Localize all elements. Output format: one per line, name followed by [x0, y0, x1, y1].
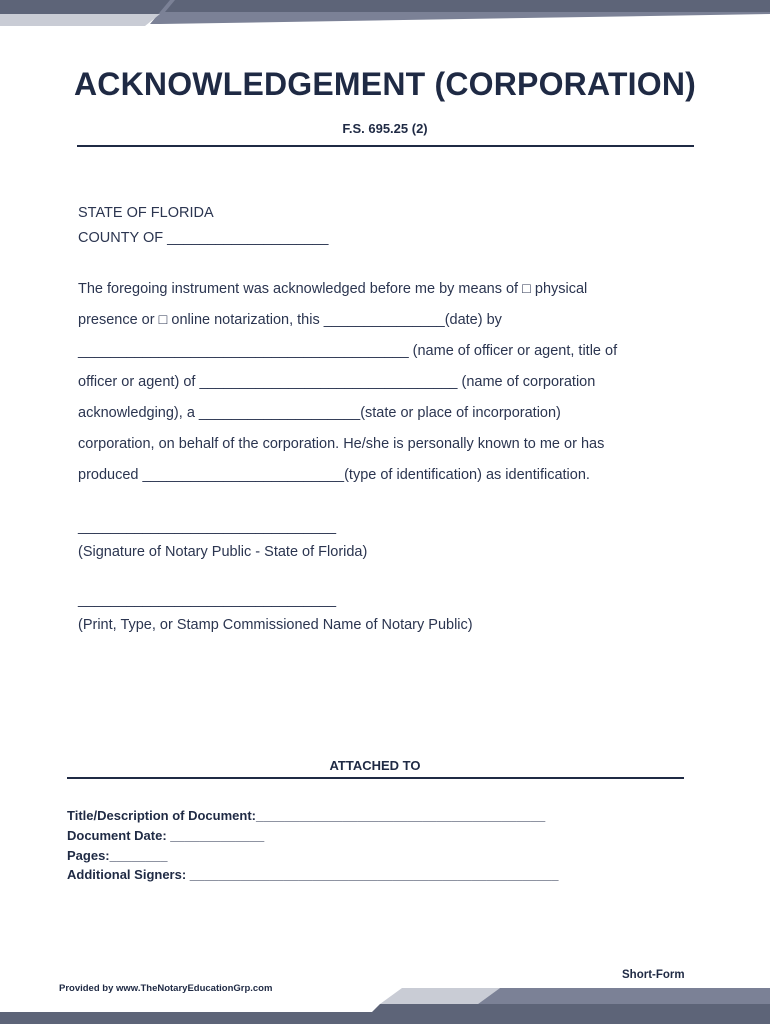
attached-divider [67, 777, 684, 779]
document-date-field: Document Date: _____________ [67, 828, 265, 843]
paragraph-line: officer or agent) of ________________________________ (name of corporation [78, 374, 596, 390]
notary-signature-line: ________________________________ [78, 519, 337, 535]
provided-by-text: Provided by www.TheNotaryEducationGrp.com [59, 983, 273, 994]
additional-signers-field: Additional Signers: ___________________________________________________ [67, 867, 559, 882]
notary-name-line: ________________________________ [78, 592, 337, 608]
paragraph-line: corporation, on behalf of the corporation. He/she is personally known to me or has [78, 436, 605, 452]
document-title-field: Title/Description of Document:________________________________________ [67, 808, 546, 823]
pages-field: Pages:________ [67, 848, 168, 863]
paragraph-line: presence or □ online notarization, this _______________(date) by [78, 312, 502, 328]
state-line: STATE OF FLORIDA [78, 205, 214, 221]
notary-signature-label: (Signature of Notary Public - State of Florida) [78, 544, 368, 560]
notary-name-label: (Print, Type, or Stamp Commissioned Name of Notary Public) [78, 617, 473, 633]
paragraph-line: The foregoing instrument was acknowledged before me by means of □ physical [78, 281, 588, 297]
header-decoration [0, 0, 770, 26]
page-title: ACKNOWLEDGEMENT (CORPORATION) [73, 66, 697, 102]
paragraph-line: _________________________________________ (name of officer or agent, title of [78, 343, 618, 359]
statute-reference: F.S. 695.25 (2) [342, 121, 428, 136]
paragraph-line: acknowledging), a ____________________(state or place of incorporation) [78, 405, 561, 421]
attached-heading: ATTACHED TO [329, 758, 421, 773]
county-line: COUNTY OF ____________________ [78, 230, 329, 246]
footer-decoration [0, 988, 770, 1024]
title-divider [77, 145, 694, 147]
paragraph-line: produced _________________________(type of identification) as identification. [78, 467, 590, 483]
form-type-label: Short-Form [622, 969, 685, 981]
